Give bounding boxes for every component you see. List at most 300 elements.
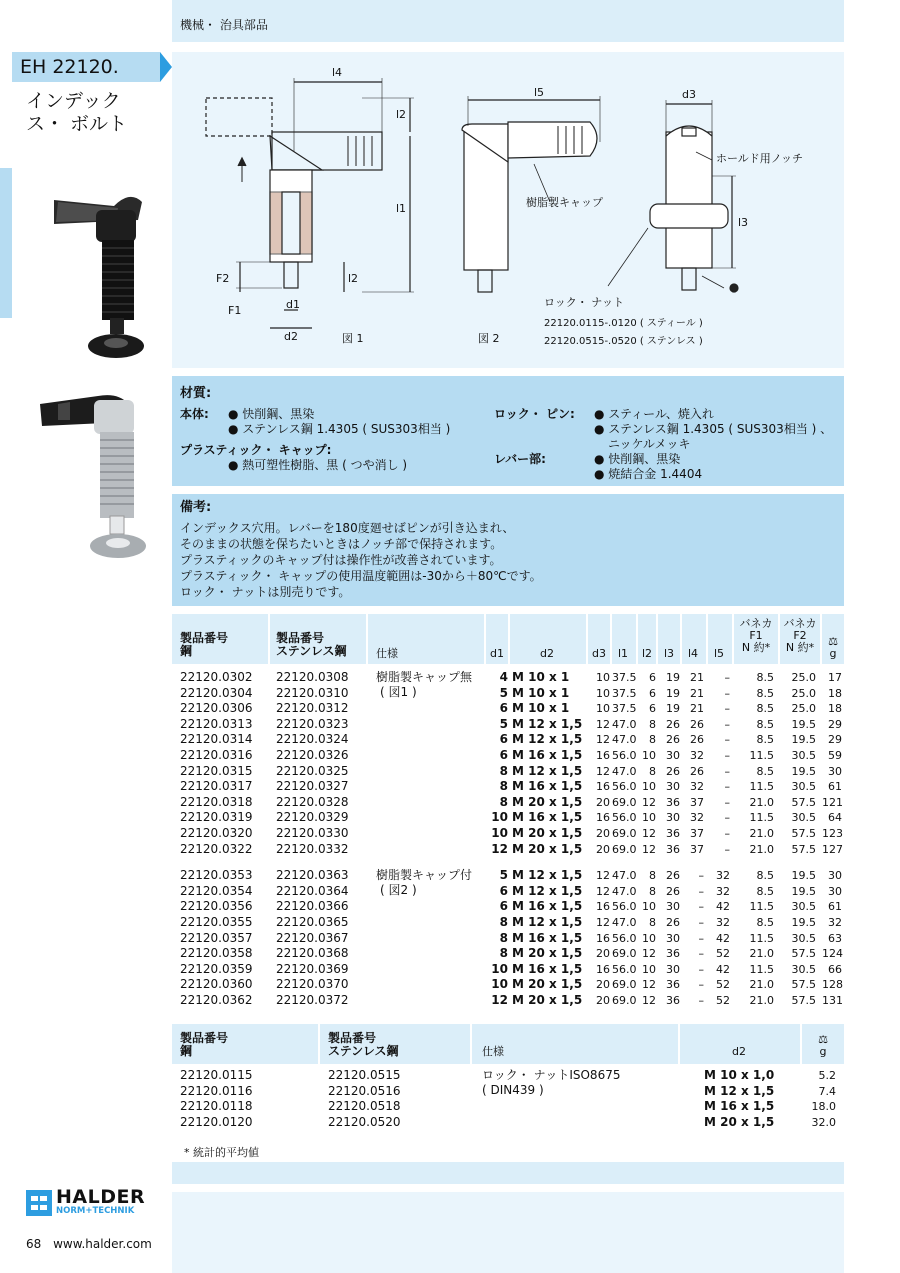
table-cell: 19.5 [791,764,816,778]
resin-cap-label: 樹脂製キャップ [526,196,603,209]
table-cell: 37.5 [612,671,637,684]
table-cell: 12 [596,733,610,747]
table-cell: 10 [491,810,508,825]
table-cell: 22120.0327 [276,779,349,794]
table-cell: 19.5 [791,916,816,929]
table-cell: M 20 x 1,5 [512,946,583,961]
table-cell: 22120.0312 [276,701,349,716]
table-cell: 6 [499,732,508,747]
table-cell: 52 [716,978,730,992]
table-cell: 16 [596,749,610,762]
table-cell: 22120.0360 [180,977,253,992]
table-cell: 19.5 [791,869,816,883]
table-cell: 36 [666,795,680,809]
table-cell: 37 [690,827,704,840]
technical-drawing [172,52,844,368]
table-cell: 30 [666,900,680,914]
table-cell: 22120.0120 [180,1114,253,1129]
table-cell: 22120.0325 [276,763,349,778]
table-cell: 22120.0118 [180,1099,253,1114]
table-cell: 21.0 [749,795,774,809]
table-cell: 22120.0317 [180,779,253,794]
table-cell: – [724,671,730,684]
table-cell: 12 [491,993,508,1007]
lever-label: レバー部: [494,452,546,466]
table-cell: 30.5 [791,749,816,762]
table-cell: 22120.0306 [180,701,253,716]
table-cell: 6 [649,686,656,700]
table-cell: 16 [596,931,610,945]
lever-item-1: ● 快削鋼、黒染 [594,452,681,466]
table-cell: – [724,717,730,731]
table-cell: – [698,962,704,976]
table-cell: 30 [828,764,842,778]
table-cell: 56.0 [612,749,637,762]
table-cell: 64 [828,811,842,825]
table-cell: M 16 x 1,5 [512,899,583,914]
nut-weight-icon: ⚖ [818,1033,828,1046]
table-cell: – [724,795,730,809]
table-cell: M 12 x 1,5 [512,915,583,929]
plastic-cap-label: プラスティック・ キャップ: [180,443,332,457]
table-cell: 12 [596,764,610,778]
header-f2: バネカ F2 N 約* [783,617,817,654]
table-row [172,993,844,1008]
notes-line-2: そのままの状態を保ちたいときはノッチ部で保持されます。 [180,537,503,551]
table-cell: 21.0 [749,842,774,856]
spec-table-main [172,614,844,1014]
table-cell: – [698,869,704,883]
table-cell: 30 [828,869,842,883]
table-cell: 22120.0359 [180,961,253,976]
table-cell: 21 [690,702,704,716]
table-cell: 36 [666,978,680,992]
table-cell: 29 [828,733,842,747]
table-cell: 30 [666,811,680,825]
table-cell: M 10 x 1,0 [704,1068,775,1082]
dim-label-l3: l3 [738,216,749,229]
holder-notch-label: ホールド用ノッチ [716,152,804,165]
table-cell: 8 [649,717,656,731]
table-cell: 57.5 [791,947,816,961]
table-cell: 57.5 [791,994,816,1007]
table-cell: 8 [649,884,656,898]
table-cell: – [698,884,704,898]
table-row [172,946,844,961]
table-cell: 12 [642,947,656,961]
table-cell: 52 [716,994,730,1007]
table-cell: 6 [649,671,656,684]
table-cell: M 16 x 1,5 [512,930,583,945]
table-cell: 8.5 [756,916,774,929]
table-cell: 69.0 [612,795,637,809]
weight-icon: ⚖ [828,635,838,648]
table-cell: 18 [828,686,842,700]
notes-section [172,494,844,606]
side-accent-bar [0,168,12,318]
table-cell: 22120.0356 [180,899,253,914]
table-cell: 32 [716,869,730,883]
table-cell: 22120.0323 [276,716,349,731]
table-cell: 36 [666,842,680,856]
table-cell: 21.0 [749,978,774,992]
table-cell: 6 [649,702,656,716]
table-cell: 22120.0355 [180,915,253,929]
table-cell: 32 [716,916,730,929]
footer-panel [172,1192,844,1273]
table-cell: 131 [822,994,843,1007]
product-name [26,90,166,136]
table-cell: 57.5 [791,795,816,809]
table-cell: 32 [716,884,730,898]
table-cell: 47.0 [612,869,637,883]
table-cell: 11.5 [749,749,774,762]
header-stainless: 製品番号 ステンレス鋼 [276,631,347,658]
table-cell: 10 [642,780,656,794]
table-row [172,1115,844,1130]
product-code: EH 22120. [20,56,119,78]
table-cell: 22120.0364 [276,883,349,898]
website-link[interactable]: www.halder.com [53,1237,152,1251]
table-cell: M 10 x 1 [512,701,570,716]
table-cell: M 12 x 1,5 [704,1083,775,1098]
body-item-2: ● ステンレス鋼 1.4305 ( SUS303相当 ) [228,422,451,436]
table-cell: 61 [828,900,842,914]
table-cell: 57.5 [791,827,816,840]
table-cell: 127 [822,842,843,856]
table-cell: 6 [499,701,508,716]
header-spec: 仕様 [376,647,398,660]
table-cell: 30.5 [791,780,816,794]
table-row [172,868,844,883]
table-row [172,670,844,685]
table-cell: 37.5 [612,686,637,700]
table-cell: 32.0 [811,1115,836,1129]
table-cell: 20 [596,978,610,992]
materials-section [172,376,844,486]
group2-spec-line2: ( 図2 ) [380,883,417,898]
force-label-f1: F1 [228,304,242,317]
table-cell: 26 [666,717,680,731]
table-cell: 19.5 [791,884,816,898]
table-cell: M 12 x 1,5 [512,716,583,731]
table-cell: 20 [596,947,610,961]
table-cell: 8.5 [756,869,774,883]
table-row [172,717,844,732]
plastic-cap-item-1: ● 熱可塑性樹脂、黒 ( つや消し ) [228,458,408,472]
table-cell: 32 [690,811,704,825]
halder-logo [26,1188,166,1220]
figure-2-drawing [462,96,600,292]
table-cell: 26 [666,916,680,929]
table-cell: 59 [828,749,842,762]
table-cell: 5 [499,685,508,700]
table-row [172,962,844,977]
body-label: 本体: [180,407,209,421]
table-cell: 57.5 [791,842,816,856]
table-cell: M 20 x 1,5 [704,1114,775,1129]
table-cell: 30.5 [791,962,816,976]
nut-spec-line2: ( DIN439 ) [482,1083,544,1098]
table-cell: 29 [828,717,842,731]
table-cell: 42 [716,900,730,914]
brand-name: HALDER [56,1186,146,1208]
footnote: * 統計的平均値 [184,1146,259,1159]
table-cell: 22120.0320 [180,826,253,840]
table-cell: 19 [666,702,680,716]
table-cell: 8.5 [756,733,774,747]
table-cell: – [724,749,730,762]
table-cell: 37 [690,842,704,856]
table-cell: – [698,994,704,1007]
table-cell: 10 [642,900,656,914]
dim-label-d3: d3 [682,88,696,101]
table-cell: 22120.0116 [180,1083,253,1098]
table-cell: 10 [596,671,610,684]
table-cell: 32 [690,780,704,794]
table-cell: M 12 x 1,5 [512,732,583,747]
table-cell: 16 [596,900,610,914]
table-cell: 11.5 [749,811,774,825]
nut-spec-line1: ロック・ ナットISO8675 [482,1068,621,1082]
table-row [172,884,844,899]
materials-title: 材質: [180,386,212,401]
table-cell: 6 [499,748,508,762]
lever-item-2: ● 焼結合金 1.4404 [594,467,703,481]
table-cell: 7.4 [818,1084,836,1098]
lock-nut-stainless-label: 22120.0515-.0520 ( ステンレス ) [544,336,703,347]
page-number: 68 [26,1237,42,1251]
table-cell: 8 [499,930,508,945]
table-cell: 121 [822,795,843,809]
table-cell: 19.5 [791,733,816,747]
table-cell: 8.5 [756,671,774,684]
table-cell: 22120.0372 [276,993,349,1007]
table-cell: 26 [666,764,680,778]
table-cell: 124 [822,947,843,961]
table-cell: 66 [828,962,842,976]
table-cell: 26 [666,884,680,898]
nut-header-steel: 製品番号 鋼 [180,1031,229,1058]
table-cell: 22120.0318 [180,794,253,809]
table-cell: – [698,978,704,992]
table-cell: 6 [499,899,508,914]
table-row [172,686,844,701]
table-cell: 16 [596,962,610,976]
table-cell: 8 [499,779,508,794]
table-cell: 10 [596,702,610,716]
table-cell: – [698,947,704,961]
figure-2-caption: 図 2 [478,332,500,345]
table-cell: 22120.0516 [328,1083,401,1098]
table-cell: 22120.0365 [276,915,349,929]
table-cell: 20 [596,994,610,1007]
table-cell: M 10 x 1 [512,685,570,700]
lock-nut-steel-label: 22120.0115-.0120 ( スティール ) [544,318,703,329]
table-cell: 12 [642,827,656,840]
table-cell: 69.0 [612,947,637,961]
table-row [172,1068,844,1083]
header-g: g [829,647,837,660]
table-cell: 22120.0316 [180,748,253,762]
group1-spec-line1: 樹脂製キャップ無 [376,670,473,684]
table-cell: 8 [499,794,508,809]
table-cell: 22120.0369 [276,961,349,976]
table-cell: – [724,780,730,794]
table-cell: 11.5 [749,780,774,794]
table-cell: 32 [690,749,704,762]
technical-drawing-panel [172,52,844,368]
dim-label-l5: l5 [534,86,545,99]
figure-2-side-view [608,100,738,292]
table-cell: 11.5 [749,931,774,945]
table-cell: M 16 x 1,5 [512,779,583,794]
table-cell: 69.0 [612,842,637,856]
table-cell: 69.0 [612,827,637,840]
table-cell: 42 [716,962,730,976]
table-cell: 30.5 [791,811,816,825]
table-cell: 30 [666,962,680,976]
table-cell: 10 [491,826,508,840]
table-row [172,810,844,825]
table-cell: 25.0 [791,671,816,684]
table-cell: 12 [491,841,508,856]
table-cell: 26 [690,764,704,778]
lock-nut-label: ロック・ ナット [544,296,625,309]
table-cell: – [724,842,730,856]
table-cell: 56.0 [612,811,637,825]
table-cell: 30.5 [791,900,816,914]
table-cell: 22120.0366 [276,899,349,914]
table-cell: 22120.0515 [328,1068,401,1082]
table-cell: 8.5 [756,702,774,716]
table-cell: 8 [649,916,656,929]
lock-nut-stainless-icon [90,534,146,558]
header-steel: 製品番号 鋼 [180,631,229,658]
table-cell: 52 [716,947,730,961]
table-cell: 19 [666,686,680,700]
table-cell: M 10 x 1 [512,670,570,684]
dim-label-d1: d1 [286,298,300,311]
table-cell: 12 [596,717,610,731]
table-cell: 47.0 [612,916,637,929]
table-cell: M 16 x 1,5 [512,810,583,825]
table-cell: 12 [642,978,656,992]
table-cell: 56.0 [612,962,637,976]
table-cell: 11.5 [749,900,774,914]
figure-1-drawing [206,78,414,328]
header-d1: d1 [490,647,504,660]
table-cell: 26 [666,733,680,747]
table-cell: 69.0 [612,978,637,992]
table-cell: 128 [822,978,843,992]
force-label-f2: F2 [216,272,230,285]
lock-pin-item-1: ● スティール、焼入れ [594,407,714,421]
header-f1: バネカ F1 N 約* [739,617,773,654]
table-cell: 22120.0357 [180,930,253,945]
table-cell: 22120.0310 [276,685,349,700]
table-cell: 12 [596,869,610,883]
table-cell: 12 [642,994,656,1007]
table-cell: 36 [666,947,680,961]
product-code-box [12,52,160,82]
table-cell: 30 [666,780,680,794]
table-cell: 30 [666,749,680,762]
header-l3: l3 [664,647,675,660]
table-cell: 22120.0313 [180,716,253,731]
table-cell: 8.5 [756,686,774,700]
table-cell: M 16 x 1,5 [512,961,583,976]
table-cell: 30 [828,884,842,898]
table-cell: 22120.0518 [328,1099,401,1114]
nut-header-g: g [819,1045,827,1058]
product-photo-stainless [30,384,170,574]
table-cell: 20 [596,827,610,840]
table-cell: 19 [666,671,680,684]
table-cell: 10 [642,962,656,976]
table-cell: 22120.0367 [276,930,349,945]
table-cell: 10 [642,749,656,762]
table-cell: 47.0 [612,884,637,898]
table-cell: M 20 x 1,5 [512,826,583,840]
table-cell: 5 [499,868,508,883]
table-cell: 61 [828,780,842,794]
table-cell: 8.5 [756,884,774,898]
table-cell: 37.5 [612,702,637,716]
lock-pin-item-2: ● ステンレス鋼 1.4305 ( SUS303相当 ) 、 [594,422,833,436]
table-cell: 16 [596,811,610,825]
nut-header-stainless: 製品番号 ステンレス鋼 [328,1031,399,1058]
table-cell: 36 [666,827,680,840]
table-cell: 25.0 [791,702,816,716]
table-cell: 56.0 [612,900,637,914]
table-cell: 18.0 [811,1100,836,1114]
table-cell: 21 [690,671,704,684]
table-cell: M 20 x 1,5 [512,841,583,856]
table-cell: 22120.0115 [180,1068,253,1082]
table-cell: 8.5 [756,717,774,731]
table-cell: 4 [499,670,508,684]
table-cell: 22120.0370 [276,977,349,992]
table-cell: 47.0 [612,733,637,747]
table-cell: 10 [642,811,656,825]
table-cell: 57.5 [791,978,816,992]
table-row [172,1084,844,1099]
table-cell: – [724,686,730,700]
table-cell: M 20 x 1,5 [512,794,583,809]
table-cell: 22120.0324 [276,732,349,747]
table-cell: 22120.0363 [276,868,349,883]
table-cell: – [724,764,730,778]
group2-spec-line1: 樹脂製キャップ付 [376,868,473,882]
lock-pin-item-3: ニッケルメッキ [608,437,691,451]
table-row [172,826,844,841]
table-cell: M 12 x 1,5 [512,868,583,883]
table-cell: 5.2 [818,1069,836,1082]
table-cell: 26 [690,717,704,731]
table-cell: 16 [596,780,610,794]
table-cell: 26 [690,733,704,747]
table-cell: – [724,811,730,825]
table-row [172,931,844,946]
table-cell: 22120.0330 [276,826,349,840]
header-l2: l2 [642,647,653,660]
table-cell: 22120.0368 [276,946,349,961]
header-l4: l4 [688,647,699,660]
table-cell: 8 [499,763,508,778]
table-cell: – [698,931,704,945]
table-row [172,977,844,992]
